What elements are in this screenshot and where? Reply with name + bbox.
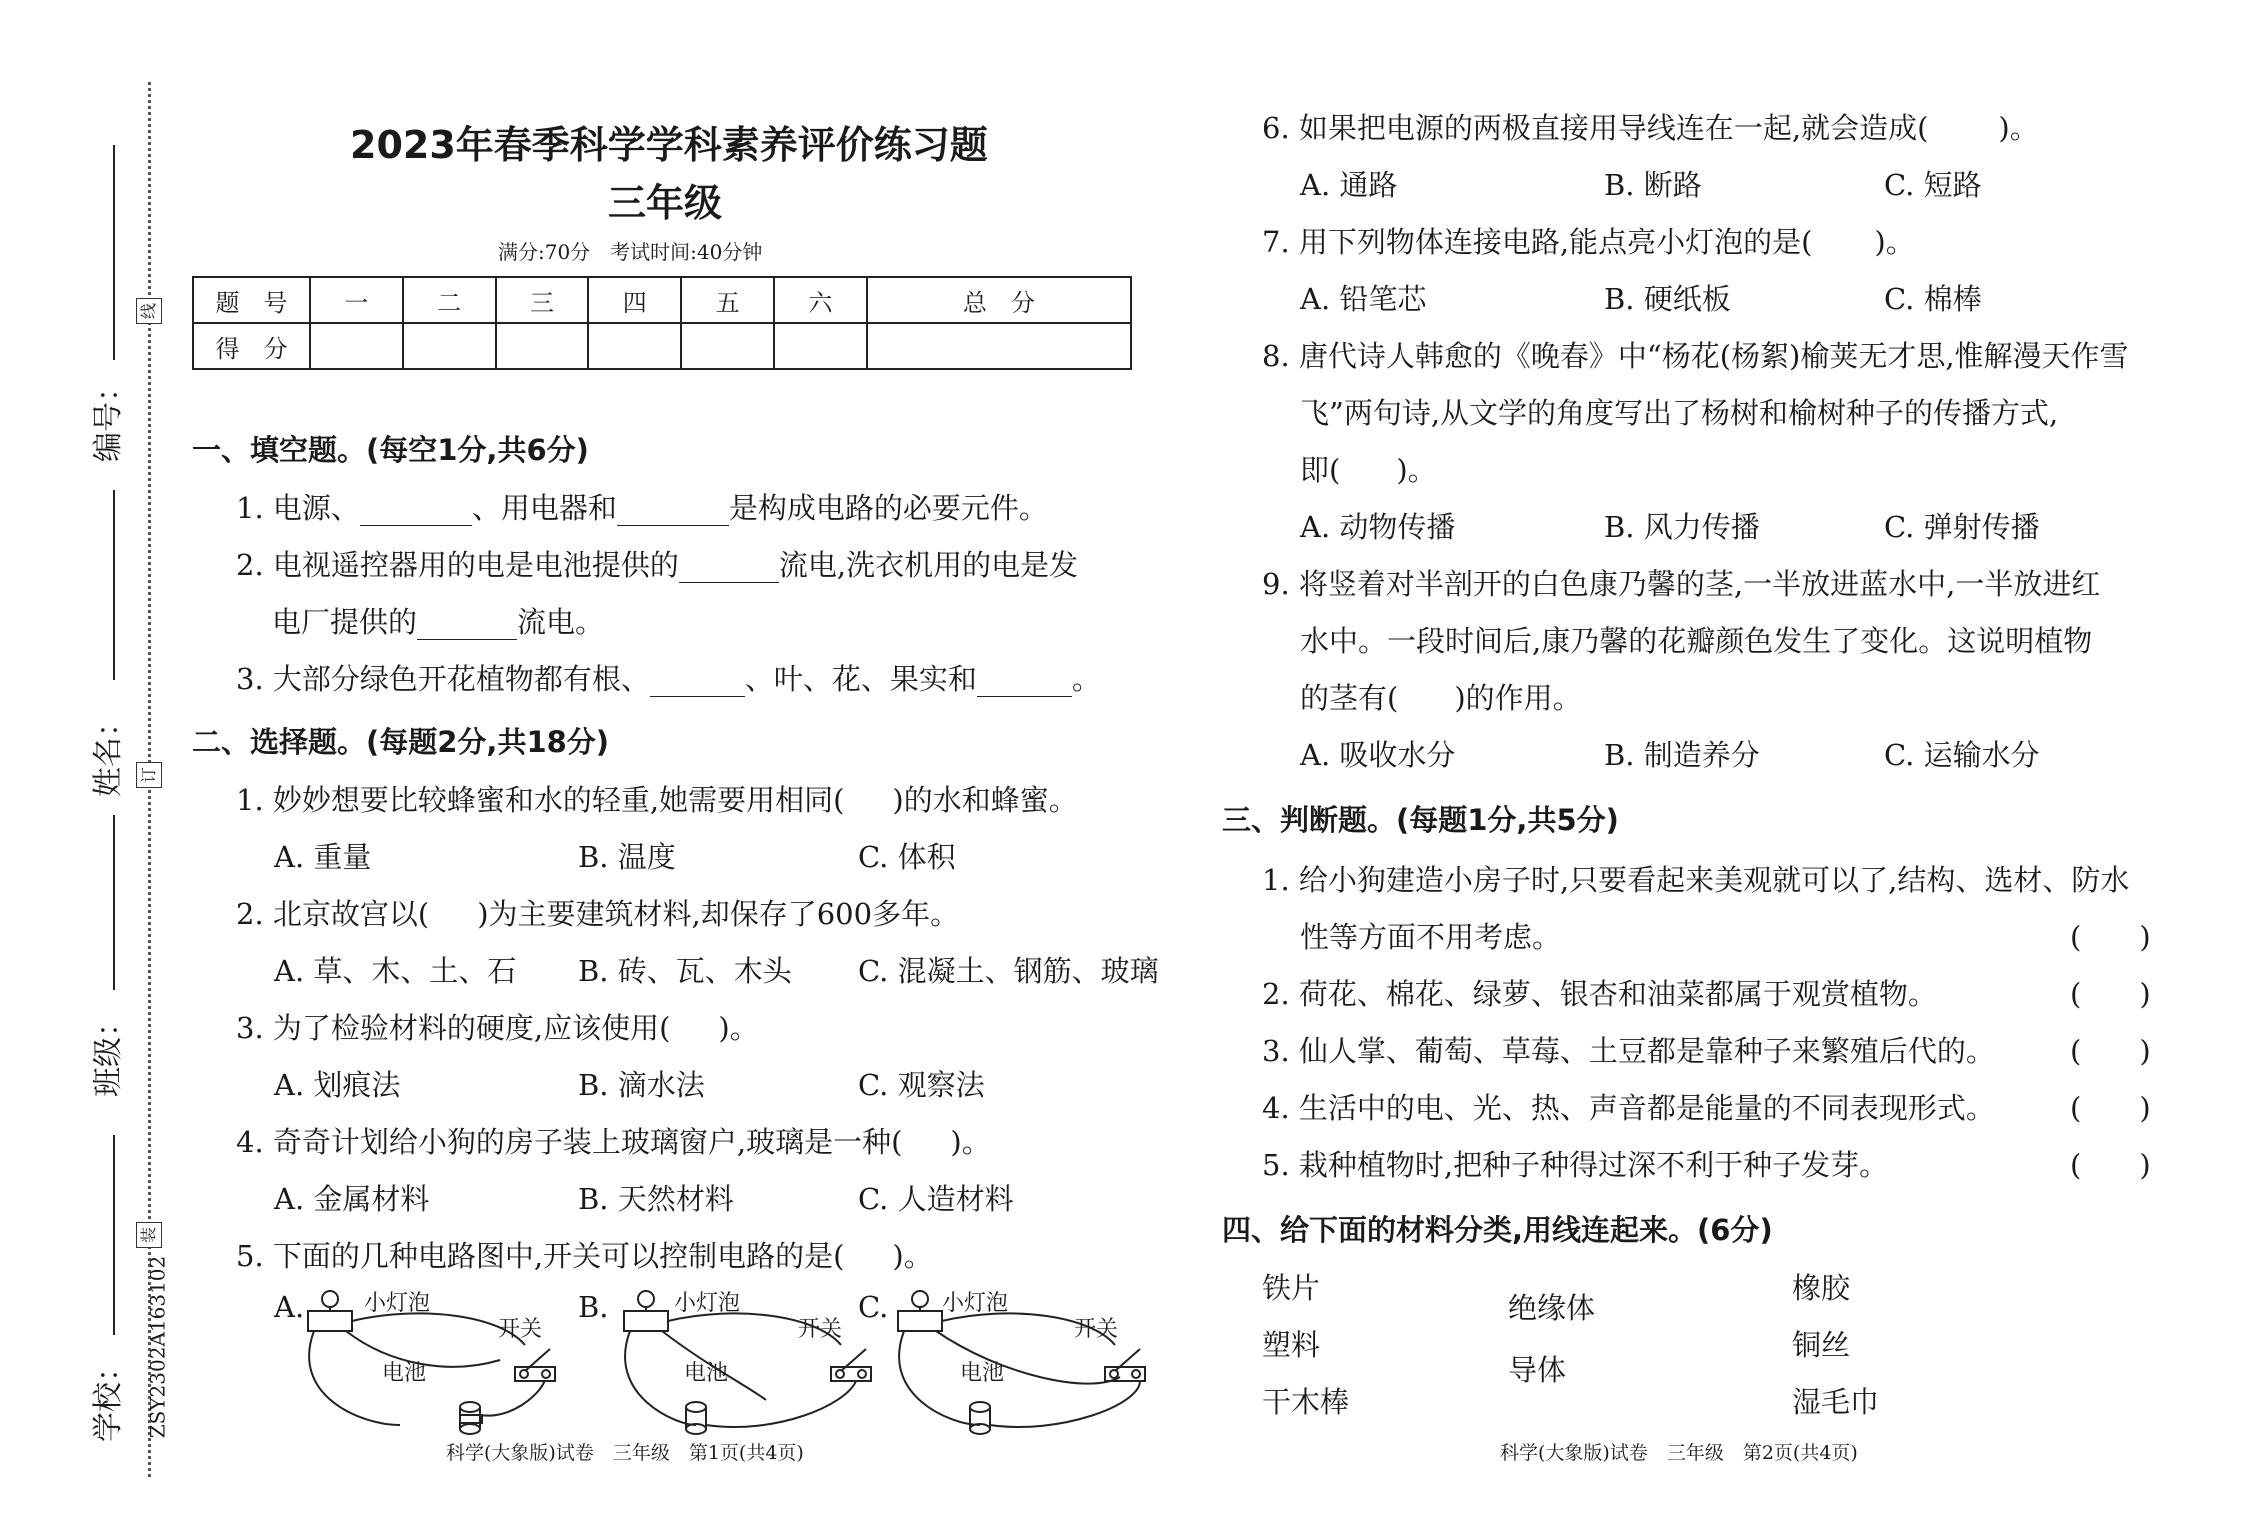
category-item[interactable]: 导体 (1508, 1353, 1567, 1387)
material-item-left[interactable]: 塑料 (1262, 1328, 1321, 1362)
number-field-line[interactable] (113, 145, 115, 360)
score-cell-header: 题 号 (193, 277, 310, 323)
choice-q7-option-a[interactable]: A. 铅笔芯 (1300, 282, 1427, 316)
judge-question-2: 2. 荷花、棉花、绿萝、银杏和油菜都属于观赏植物。 (1262, 977, 1937, 1011)
choice-question-8-line-2: 飞”两句诗,从文学的角度写出了杨树和榆树种子的传播方式, (1300, 396, 2059, 430)
circuit-b-bulb-label: 小灯泡 (674, 1291, 741, 1316)
circuit-c-bulb-label: 小灯泡 (942, 1291, 1009, 1316)
choice-question-5: 5. 下面的几种电路图中,开关可以控制电路的是( )。 (236, 1239, 933, 1273)
choice-question-8-line-3: 即( )。 (1300, 453, 1437, 487)
score-cell-header: 总 分 (867, 277, 1131, 323)
binding-label-class: 班级： (91, 1007, 126, 1097)
binding-label-name: 姓名： (91, 707, 126, 797)
choice-q8-option-b[interactable]: B. 风力传播 (1604, 510, 1760, 544)
section-2-title: 二、选择题。(每题2分,共18分) (192, 725, 610, 759)
exam-meta: 满分:70分 考试时间:40分钟 (498, 240, 763, 264)
choice-q4-option-a[interactable]: A. 金属材料 (274, 1182, 430, 1216)
score-cell-input[interactable] (588, 323, 681, 369)
choice-q9-option-c[interactable]: C. 运输水分 (1884, 738, 2040, 772)
fill-question-2-cont: 电厂提供的 流电。 (272, 605, 605, 639)
judge-answer-4[interactable]: ( ) (2070, 1091, 2151, 1125)
choice-q3-option-a[interactable]: A. 划痕法 (274, 1068, 401, 1102)
choice-q8-option-a[interactable]: A. 动物传播 (1300, 510, 1456, 544)
material-item-right[interactable]: 橡胶 (1792, 1271, 1851, 1305)
choice-q4-option-b[interactable]: B. 天然材料 (578, 1182, 734, 1216)
choice-q2-option-b[interactable]: B. 砖、瓦、木头 (578, 954, 792, 988)
score-row-label: 得 分 (193, 323, 310, 369)
choice-question-2: 2. 北京故宫以( )为主要建筑材料,却保存了600多年。 (236, 897, 960, 931)
judge-answer-3[interactable]: ( ) (2070, 1034, 2151, 1068)
choice-q6-option-c[interactable]: C. 短路 (1884, 168, 1982, 202)
circuit-c-switch-label: 开关 (1074, 1317, 1119, 1342)
choice-q3-option-b[interactable]: B. 滴水法 (578, 1068, 705, 1102)
binding-code: ZSY2302A163102 (145, 1255, 170, 1439)
choice-q2-option-a[interactable]: A. 草、木、土、石 (274, 954, 517, 988)
binding-label-number: 编号： (91, 372, 126, 462)
score-cell-input[interactable] (403, 323, 496, 369)
choice-q9-option-b[interactable]: B. 制造养分 (1604, 738, 1760, 772)
exam-title: 2023年春季科学学科素养评价练习题 (350, 123, 988, 167)
score-cell-header: 二 (403, 277, 496, 323)
answer-blank[interactable] (417, 605, 517, 640)
answer-blank[interactable] (617, 491, 729, 526)
material-item-right[interactable]: 铜丝 (1792, 1328, 1851, 1362)
score-table-score-row (193, 323, 1131, 369)
choice-q1-option-b[interactable]: B. 温度 (578, 840, 676, 874)
fill-question-3: 3. 大部分绿色开花植物都有根、 、叶、花、果实和 。 (236, 662, 1101, 696)
judge-answer-5[interactable]: ( ) (2070, 1148, 2151, 1182)
choice-q7-option-b[interactable]: B. 硬纸板 (1604, 282, 1731, 316)
circuit-b-battery-label: 电池 (684, 1361, 729, 1386)
choice-q6-option-a[interactable]: A. 通路 (1300, 168, 1398, 202)
circuit-a-bulb-label: 小灯泡 (364, 1291, 431, 1316)
score-cell-input[interactable] (310, 323, 403, 369)
binding-label-school: 学校： (91, 1352, 126, 1442)
judge-answer-2[interactable]: ( ) (2070, 977, 2151, 1011)
school-field-line[interactable] (113, 1135, 115, 1335)
choice-question-1: 1. 妙妙想要比较蜂蜜和水的轻重,她需要用相同( )的水和蜂蜜。 (236, 783, 1078, 817)
judge-answer-1[interactable]: ( ) (2070, 920, 2151, 954)
choice-q8-option-c[interactable]: C. 弹射传播 (1884, 510, 2040, 544)
judge-question-1-line-1: 1. 给小狗建造小房子时,只要看起来美观就可以了,结构、选材、防水 (1262, 863, 2130, 897)
choice-question-6: 6. 如果把电源的两极直接用导线连在一起,就会造成( )。 (1262, 111, 2039, 145)
choice-q3-option-c[interactable]: C. 观察法 (858, 1068, 985, 1102)
choice-q6-option-b[interactable]: B. 断路 (1604, 168, 1702, 202)
score-cell-input[interactable] (496, 323, 589, 369)
choice-question-3: 3. 为了检验材料的硬度,应该使用( )。 (236, 1011, 759, 1045)
section-1-title: 一、填空题。(每空1分,共6分) (192, 433, 589, 467)
material-item-right[interactable]: 湿毛巾 (1792, 1385, 1880, 1419)
choice-question-9-line-2: 水中。一段时间后,康乃馨的花瓣颜色发生了变化。这说明植物 (1300, 624, 2093, 658)
circuit-a-battery-label: 电池 (382, 1361, 427, 1386)
choice-q9-option-a[interactable]: A. 吸收水分 (1300, 738, 1456, 772)
score-cell-input[interactable] (774, 323, 867, 369)
choice-q2-option-c[interactable]: C. 混凝土、钢筋、玻璃 (858, 954, 1159, 988)
judge-question-5: 5. 栽种植物时,把种子种得过深不利于种子发芽。 (1262, 1148, 1889, 1182)
material-item-left[interactable]: 干木棒 (1262, 1385, 1350, 1419)
binding-mark-pack: 装 (136, 1222, 162, 1248)
choice-q5-option-a[interactable]: A. (274, 1290, 305, 1324)
material-item-left[interactable]: 铁片 (1262, 1271, 1321, 1305)
footer-page-1: 科学(大象版)试卷 三年级 第1页(共4页) (446, 1442, 804, 1464)
judge-question-3: 3. 仙人掌、葡萄、草莓、土豆都是靠种子来繁殖后代的。 (1262, 1034, 1995, 1068)
circuit-c-battery-label: 电池 (960, 1361, 1005, 1386)
class-field-line[interactable] (113, 815, 115, 990)
choice-question-9-line-3: 的茎有( )的作用。 (1300, 681, 1582, 715)
fill-question-1: 1. 电源、 、用电器和 是构成电路的必要元件。 (236, 491, 1048, 525)
choice-q5-option-c[interactable]: C. (858, 1290, 889, 1324)
answer-blank[interactable] (977, 662, 1072, 697)
answer-blank[interactable] (679, 548, 779, 583)
score-cell-input[interactable] (867, 323, 1131, 369)
binding-mark-bind: 订 (136, 762, 162, 788)
score-cell-header: 四 (588, 277, 681, 323)
choice-q4-option-c[interactable]: C. 人造材料 (858, 1182, 1014, 1216)
binding-mark-line: 线 (136, 298, 162, 324)
grade-subtitle: 三年级 (608, 181, 723, 225)
answer-blank[interactable] (360, 491, 472, 526)
circuit-b-switch-label: 开关 (798, 1317, 843, 1342)
name-field-line[interactable] (113, 490, 115, 680)
score-cell-header: 五 (681, 277, 774, 323)
circuit-a-switch-label: 开关 (498, 1317, 543, 1342)
section-3-title: 三、判断题。(每题1分,共5分) (1222, 803, 1619, 837)
choice-question-7: 7. 用下列物体连接电路,能点亮小灯泡的是( )。 (1262, 225, 1915, 259)
score-cell-header: 一 (310, 277, 403, 323)
choice-q1-option-a[interactable]: A. 重量 (274, 840, 372, 874)
score-cell-input[interactable] (681, 323, 774, 369)
choice-question-4: 4. 奇奇计划给小狗的房子装上玻璃窗户,玻璃是一种( )。 (236, 1125, 991, 1159)
choice-q7-option-c[interactable]: C. 棉棒 (1884, 282, 1982, 316)
judge-question-1-line-2: 性等方面不用考虑。 (1300, 920, 1562, 954)
footer-page-2: 科学(大象版)试卷 三年级 第2页(共4页) (1500, 1442, 1858, 1464)
category-item[interactable]: 绝缘体 (1508, 1291, 1596, 1325)
judge-question-4: 4. 生活中的电、光、热、声音都是能量的不同表现形式。 (1262, 1091, 1995, 1125)
choice-q5-option-b[interactable]: B. (578, 1290, 609, 1324)
score-table-header-row (193, 277, 1131, 323)
choice-q1-option-c[interactable]: C. 体积 (858, 840, 956, 874)
score-cell-header: 三 (496, 277, 589, 323)
answer-blank[interactable] (650, 662, 745, 697)
choice-question-9-line-1: 9. 将竖着对半剖开的白色康乃馨的茎,一半放进蓝水中,一半放进红 (1262, 567, 2101, 601)
fill-question-2: 2. 电视遥控器用的电是电池提供的 流电,洗衣机用的电是发 (236, 548, 1079, 582)
section-4-title: 四、给下面的材料分类,用线连起来。(6分) (1222, 1213, 1773, 1247)
score-cell-header: 六 (774, 277, 867, 323)
score-table (192, 276, 1132, 370)
choice-question-8-line-1: 8. 唐代诗人韩愈的《晚春》中“杨花(杨絮)榆荚无才思,惟解漫天作雪 (1262, 339, 2129, 373)
